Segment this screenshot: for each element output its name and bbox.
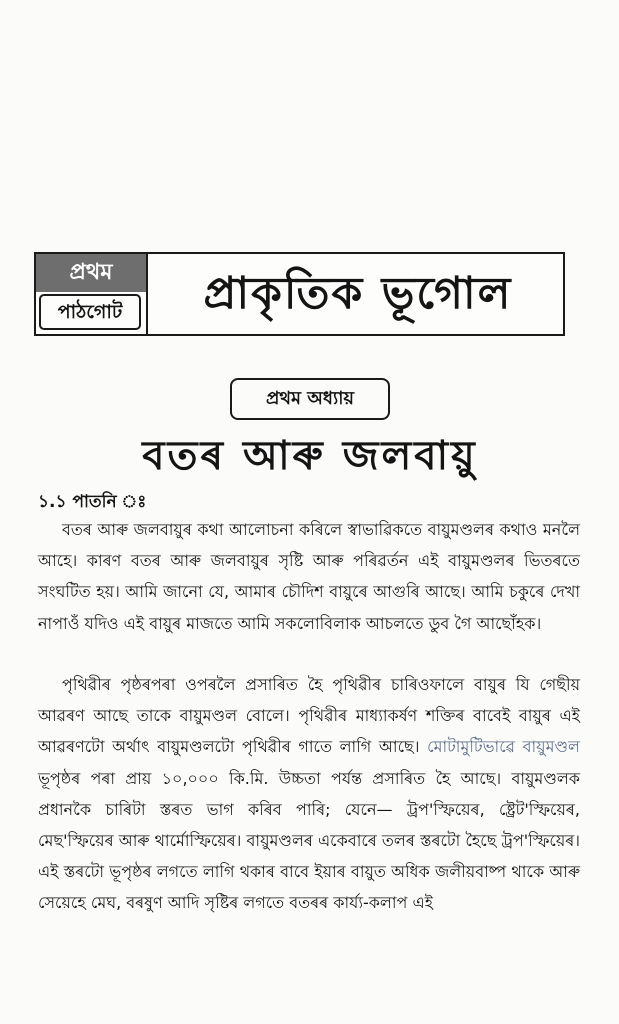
part-banner (34, 252, 565, 336)
section-heading: ১.১ পাতনি ঃ (38, 492, 147, 512)
part-title: প্ৰাকৃতিক ভূগোল (203, 268, 513, 319)
chapter-title: বতৰ আৰু জলবায়ু (142, 433, 478, 479)
part-number-label: প্ৰথম (36, 254, 146, 292)
highlighted-text: মোটামুটিভাৱে বায়ুমণ্ডল (427, 737, 580, 757)
paragraph-intro: বতৰ আৰু জলবায়ুৰ কথা আলোচনা কৰিলে স্বাভাৱিকতে বায়ুমণ্ডলৰ কথাও মনলৈ আহে। কাৰণ বতৰ আৰু জলবায়ুৰ সৃষ্টি আৰু পৰিৱৰ্তন এই বায়ুমণ্ডলৰ ভিতৰতে সংঘটিত হয়। আমি জানো যে, আমাৰ চৌদিশ বায়ুৰে আগুৰি আছে। আমি চকুৰে দেখা নাপাওঁ যদিও এই বায়ুৰ মাজতে আমি সকলোবিলাক আচলতে ডুব গৈ আছোঁহক। (38, 520, 580, 633)
paragraph-atmosphere (38, 669, 580, 919)
paragraph-atmosphere-text-a: পৃথিৱীৰ পৃষ্ঠৰপৰা ওপৰলৈ প্ৰসাৰিত হৈ পৃথিৱীৰ চাৰিওফালে বায়ুৰ যি গেছীয় আৱৰণ আছে তাকে বায়ুমণ্ডল বোলে। পৃথিৱীৰ মাধ্যাকৰ্ষণ শক্তিৰ বাবেই বায়ুৰ এই আৱৰণটো অৰ্থাৎ বায়ুমণ্ডলটো পৃথিৱীৰ গাতে লাগি আছে। (38, 675, 580, 757)
chapter-label: প্ৰথম অধ্যায় (230, 378, 390, 420)
part-number-box (36, 254, 148, 334)
paragraph-atmosphere-text-b: ভূপৃষ্ঠৰ পৰা প্ৰায় ১০,০০০ কি.মি. উচ্চতা পৰ্যন্ত প্ৰসাৰিত হৈ আছে। বায়ুমণ্ডলক প্ৰধানকৈ চাৰিটা স্তৰত ভাগ কৰিব পাৰি; যেনে— ট্ৰপ'স্ফিয়েৰ, ষ্ট্ৰেট'স্ফিয়েৰ, মেছ'স্ফিয়েৰ আৰু থাৰ্মোস্ফিয়েৰ। বায়ুমণ্ডলৰ একেবাৰে তলৰ স্তৰটো হৈছে ট্ৰপ'স্ফিয়েৰ। এই স্তৰটো ভূপৃষ্ঠৰ লগতে লাগি থকাৰ বাবে ইয়াৰ বায়ুত অধিক জলীয়বাষ্প থাকে আৰু সেয়েহে মেঘ, বৰষুণ আদি সৃষ্টিৰ লগতে বতৰৰ কাৰ্য্য-কলাপ এই (38, 768, 580, 913)
part-section-label: পাঠগোট (39, 294, 141, 330)
